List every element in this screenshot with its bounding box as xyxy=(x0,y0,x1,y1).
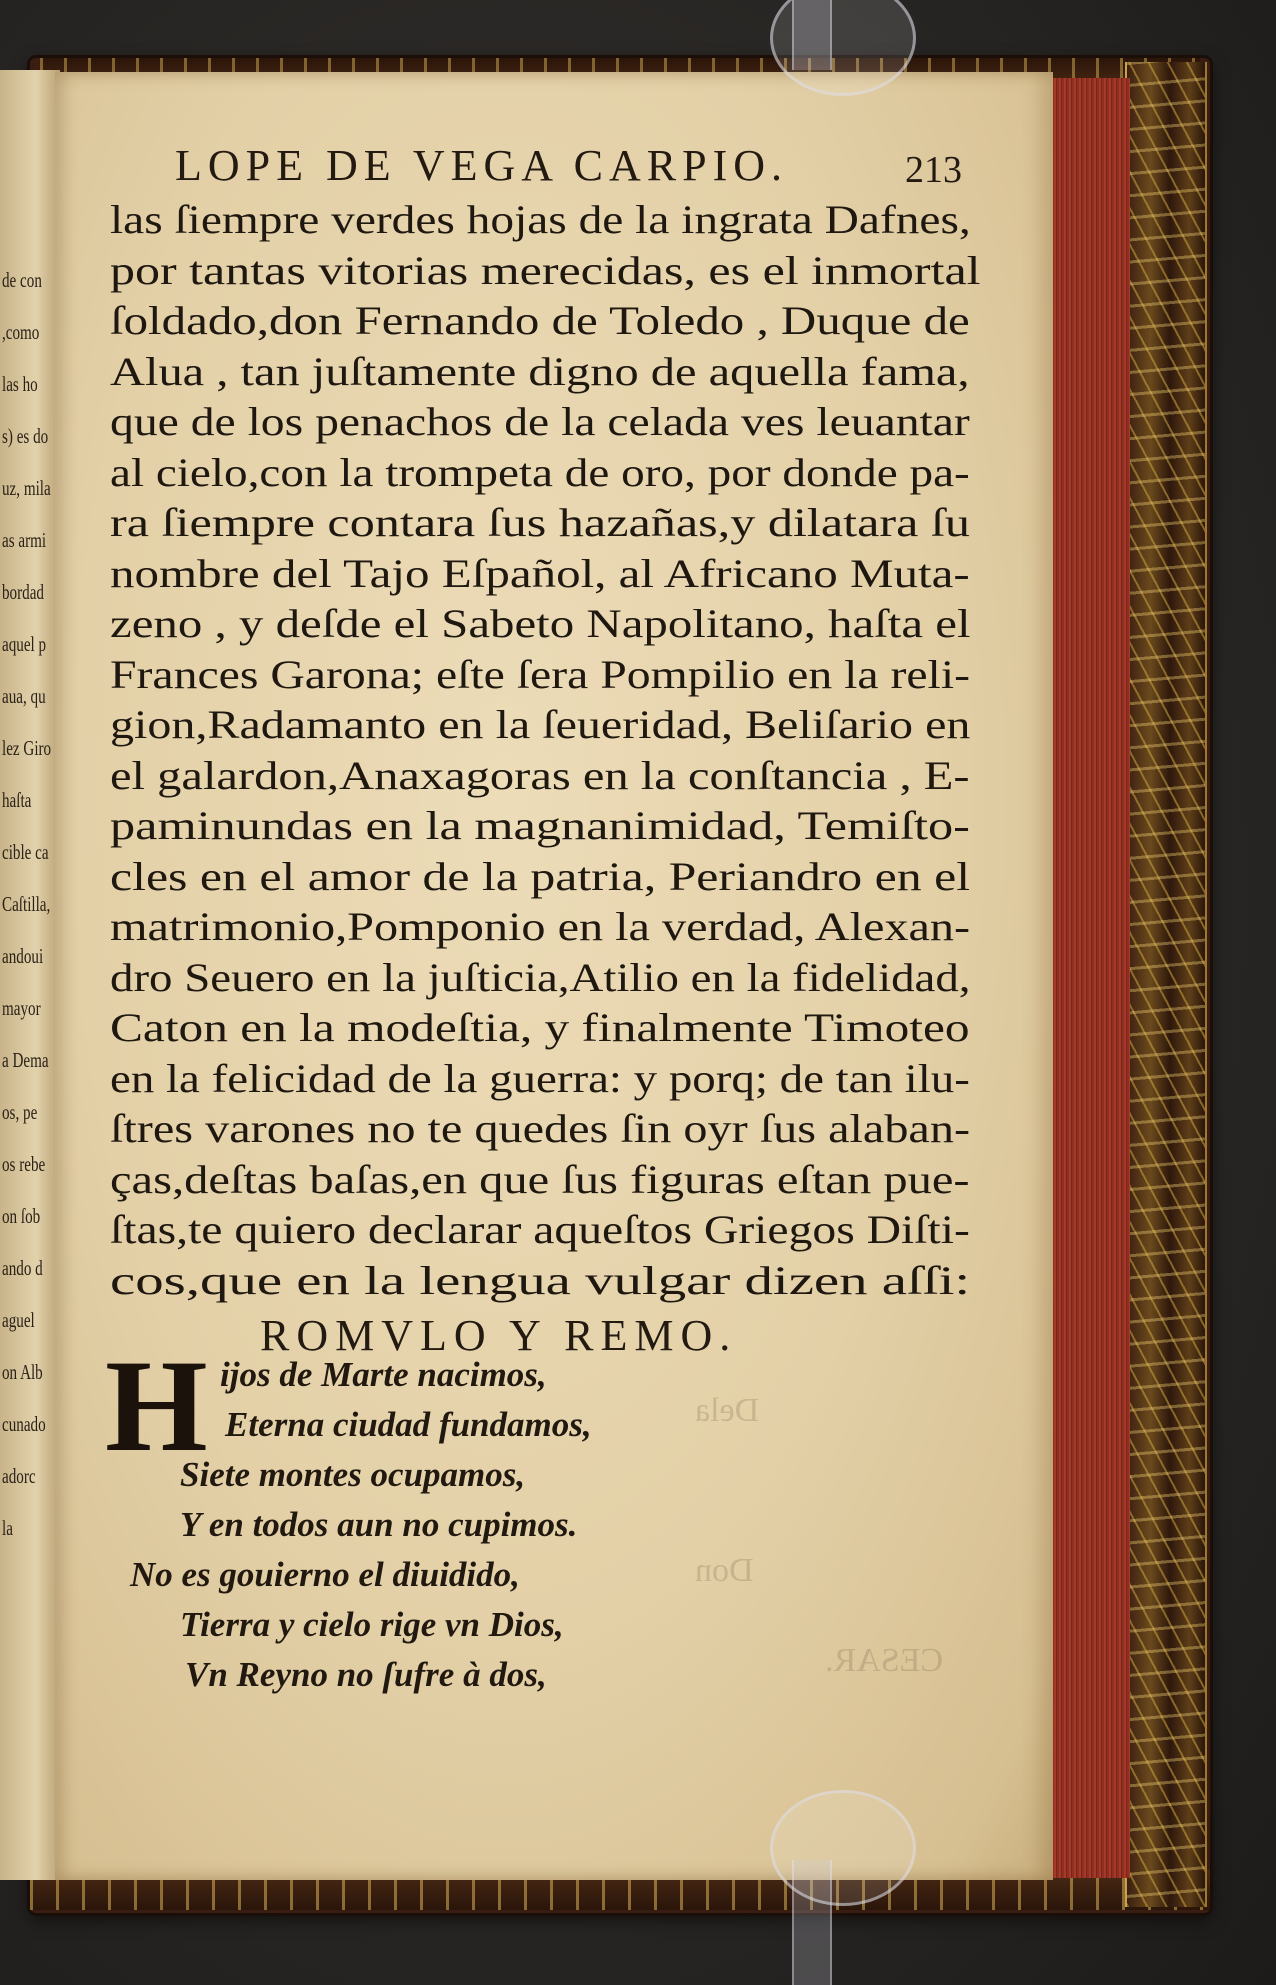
facing-page-fragment: la xyxy=(2,1516,13,1540)
body-line: las ſiempre verdes hojas de la ingrata Dafnes, xyxy=(110,197,971,242)
verse-line: Vn Reyno no ſufre à dos, xyxy=(185,1655,547,1694)
facing-page-fragment: on ſob xyxy=(2,1204,41,1228)
verse-line: ijos de Marte nacimos, xyxy=(220,1355,547,1394)
facing-page-fragment: cunado xyxy=(2,1412,46,1436)
facing-page-fragment: andoui xyxy=(2,944,44,968)
facing-page-fragment: uz, mila xyxy=(2,476,51,500)
body-line: dro Seuero en la juſticia,Atilio en la fidelidad, xyxy=(110,954,971,1000)
facing-page-fragment: Caſtilla, xyxy=(2,892,51,916)
facing-page-fragment: aguel xyxy=(2,1308,35,1332)
body-line: ſtas,te quiero declarar aqueſtos Griegos Diſti- xyxy=(110,1207,970,1252)
verse-line: Y en todos aun no cupimos. xyxy=(180,1505,578,1544)
verse-heading: ROMVLO Y REMO. xyxy=(260,1311,738,1360)
book-page xyxy=(55,72,1053,1880)
facing-page-fragment: s) es do xyxy=(2,424,49,448)
body-line: por tantas vitorias merecidas, es el inmortal xyxy=(110,247,981,293)
facing-page-fragment: haſta xyxy=(2,788,32,812)
body-line: matrimonio,Pomponio en la verdad, Alexan- xyxy=(110,904,971,949)
body-line: cles en el amor de la patria, Periandro en el xyxy=(110,853,971,899)
facing-page-fragment: mayor xyxy=(2,996,41,1020)
drop-cap: H xyxy=(105,1332,208,1479)
body-line: gion,Radamanto en la ſeueridad, Beliſario en xyxy=(110,702,971,747)
facing-page-fragment: on Alb xyxy=(2,1360,43,1384)
body-line: ſtres varones no te quedes ſin oyr ſus alaban- xyxy=(110,1106,971,1151)
facing-page-fragment: las ho xyxy=(2,372,38,396)
body-line: cos,que en la lengua vulgar dizen aſſi: xyxy=(110,1257,971,1303)
body-line: que de los penachos de la celada ves leuantar xyxy=(110,399,970,444)
facing-page-fragment: cible ca xyxy=(2,840,49,864)
verse-line: Siete montes ocupamos, xyxy=(180,1455,526,1494)
facing-page-fragment: os rebe xyxy=(2,1152,46,1176)
gilt-border-right xyxy=(1125,62,1207,1907)
bleed-through-text: CESAR. xyxy=(825,1642,944,1679)
verse-line: Tierra y cielo rige vn Dios, xyxy=(180,1605,564,1644)
red-page-edges xyxy=(1050,78,1130,1878)
mylar-holder-bottom xyxy=(770,1790,916,1906)
bleed-through-text: Don xyxy=(695,1552,754,1589)
facing-page-fragment: aquel p xyxy=(2,632,47,656)
body-line: Alua , tan juſtamente digno de aquella fama, xyxy=(110,348,970,394)
facing-page-fragment: aua, qu xyxy=(2,684,46,708)
body-line: Caton en la modeſtia, y finalmente Timoteo xyxy=(110,1005,970,1050)
body-line: Frances Garona; eſte ſera Pompilio en la reli- xyxy=(110,651,970,697)
page-number: 213 xyxy=(905,149,962,191)
verse-line: Eterna ciudad fundamos, xyxy=(225,1405,592,1444)
facing-page-fragment: lez Giro xyxy=(2,736,52,760)
body-line: el galardon,Anaxagoras en la conſtancia , E- xyxy=(110,752,970,798)
body-line: al cielo,con la trompeta de oro, por donde pa- xyxy=(110,449,970,495)
facing-page-fragment: adorc xyxy=(2,1464,36,1488)
facing-page-fragment: a Dema xyxy=(2,1048,49,1072)
body-line: paminundas en la magnanimidad, Temiſto- xyxy=(110,803,970,848)
facing-page-fragment: as armi xyxy=(2,528,47,552)
running-head: LOPE DE VEGA CARPIO. xyxy=(175,141,789,190)
body-line: en la felicidad de la guerra: y porq; de tan ilu- xyxy=(110,1055,970,1101)
verse-line: No es gouierno el diuidido, xyxy=(130,1555,520,1594)
body-line: ſoldado,don Fernando de Toledo , Duque de xyxy=(110,298,970,343)
facing-page-fragment: ando d xyxy=(2,1256,43,1280)
body-line: ra ſiempre contara ſus hazañas,y dilatara ſu xyxy=(110,500,970,545)
facing-page-fragment: de con xyxy=(2,268,42,292)
body-line: zeno , y deſde el Sabeto Napolitano, haſta el xyxy=(110,601,971,646)
body-line: nombre del Tajo Eſpañol, al Africano Muta- xyxy=(110,550,970,596)
facing-page-fragment: ,como xyxy=(2,320,40,344)
facing-page-fragment: bordad xyxy=(2,580,44,604)
facing-page-fragment: os, pe xyxy=(2,1100,38,1124)
facing-page xyxy=(0,70,60,1880)
body-line: ças,deſtas baſas,en que ſus figuras eſtan pue- xyxy=(110,1156,970,1202)
bleed-through-text: Dela xyxy=(695,1392,760,1429)
